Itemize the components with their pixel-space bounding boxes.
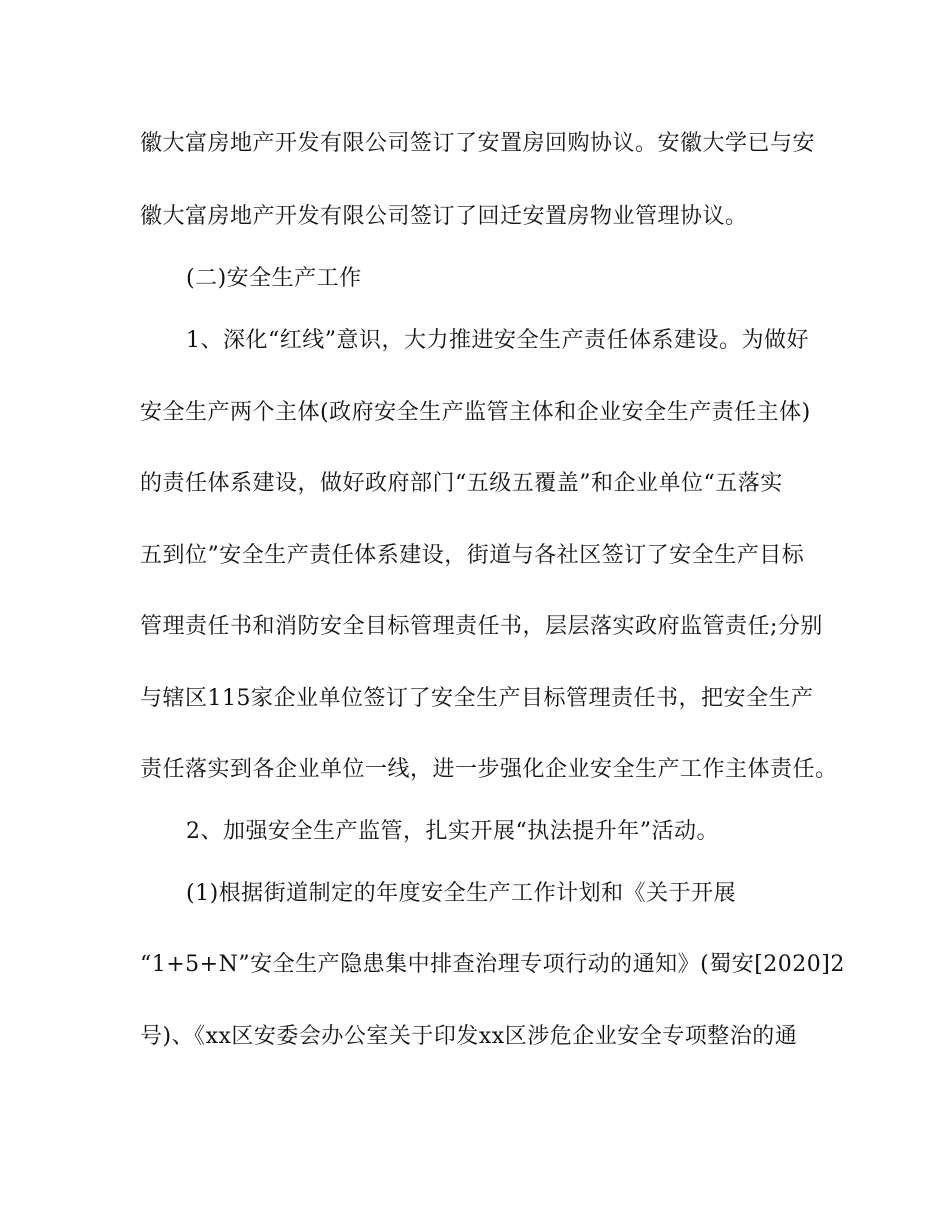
text-line-1: 徽大富房地产开发有限公司签订了安置房回购协议。安徽大学已与安 xyxy=(140,131,816,156)
text-line-14: 号)、《xx区安委会办公室关于印发xx区涉危企业安全专项整治的通 xyxy=(140,1024,798,1049)
text-line-13: “1+5+N”安全生产隐患集中排查治理专项行动的通知》(蜀安[2020]2 xyxy=(140,952,845,977)
text-line-9: 与辖区115家企业单位签订了安全生产目标管理责任书，把安全生产 xyxy=(140,686,814,711)
paragraph-start-1: 1、深化“红线”意识，大力推进安全生产责任体系建设。为做好 xyxy=(186,328,809,353)
text-line-6: 的责任体系建设，做好政府部门“五级五覆盖”和企业单位“五落实 xyxy=(140,471,783,496)
text-line-2: 徽大富房地产开发有限公司签订了回迁安置房物业管理协议。 xyxy=(140,204,748,229)
paragraph-start-3: (1)根据街道制定的年度安全生产工作计划和《关于开展 xyxy=(186,881,737,906)
text-line-7: 五到位”安全生产责任体系建设，街道与各社区签订了安全生产目标 xyxy=(140,543,805,568)
text-line-10: 责任落实到各企业单位一线，进一步强化企业安全生产工作主体责任。 xyxy=(140,757,838,782)
section-heading: (二)安全生产工作 xyxy=(186,266,362,291)
paragraph-start-2: 2、加强安全生产监管，扎实开展“执法提升年”活动。 xyxy=(186,819,719,844)
text-line-5: 安全生产两个主体(政府安全生产监管主体和企业安全生产责任主体) xyxy=(140,400,811,425)
text-line-8: 管理责任书和消防安全目标管理责任书，层层落实政府监管责任;分别 xyxy=(140,614,823,639)
